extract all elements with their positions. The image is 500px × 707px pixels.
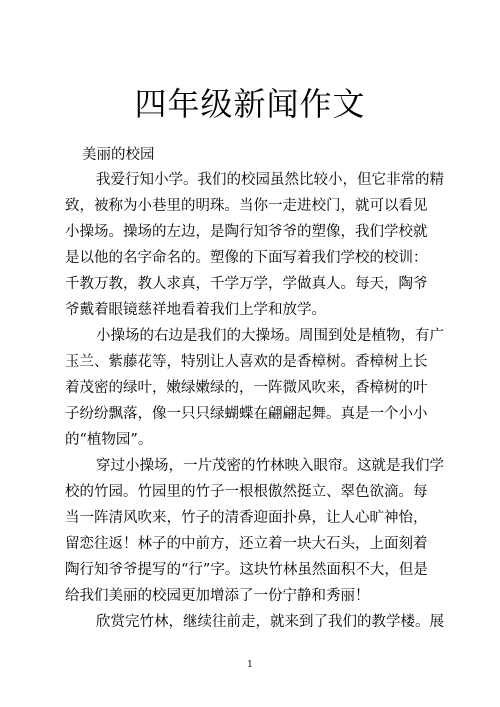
body-line-1: 我爱行知小学。我们的校园虽然比较小，但它非常的精 bbox=[96, 172, 444, 188]
page-number: 1 bbox=[247, 660, 253, 670]
body-line-5: 千教万教，教人求真，千学万学，学做真人。每天，陶爷 bbox=[65, 276, 428, 292]
body-line-9: 着茂密的绿叶，嫩绿嫩绿的，一阵微风吹来，香樟树的叶 bbox=[65, 380, 428, 396]
body-line-7: 小操场的右边是我们的大操场。周围到处是植物，有广 bbox=[96, 328, 444, 344]
body-line-2: 致，被称为小巷里的明珠。当你一走进校门，就可以看见 bbox=[65, 198, 428, 214]
body-line-18: 欣赏完竹林，继续往前走，就来到了我们的教学楼。展 bbox=[96, 614, 444, 630]
body-line-11: 的“植物园”。 bbox=[65, 432, 153, 448]
body-line-4: 是以他的名字命名的。塑像的下面写着我们学校的校训： bbox=[65, 250, 428, 266]
body-line-14: 当一阵清风吹来，竹子的清香迎面扑鼻，让人心旷神怡， bbox=[65, 510, 428, 526]
body-line-15: 留恋往返！林子的中前方，还立着一块大石头，上面刻着 bbox=[65, 536, 428, 552]
body-line-3: 小操场。操场的左边，是陶行知爷爷的塑像，我们学校就 bbox=[65, 224, 428, 240]
body-line-17: 给我们美丽的校园更加增添了一份宁静和秀丽！ bbox=[65, 588, 370, 604]
body-line-12: 穿过小操场，一片茂密的竹林映入眼帘。这就是我们学 bbox=[96, 458, 444, 474]
body-line-16: 陶行知爷爷提写的“行”字。这块竹林虽然面积不大，但是 bbox=[65, 562, 428, 578]
body-line-13: 校的竹园。竹园里的竹子一根根傲然挺立、翠色欲滴。每 bbox=[65, 484, 428, 500]
document-subtitle: 美丽的校园 bbox=[82, 147, 155, 163]
body-line-8: 玉兰、紫藤花等，特别让人喜欢的是香樟树。香樟树上长 bbox=[65, 354, 428, 370]
body-line-10: 子纷纷飘落，像一只只绿蝴蝶在翩翩起舞。真是一个小小 bbox=[65, 406, 428, 422]
document-title: 四年级新闻作文 bbox=[134, 85, 366, 123]
body-line-6: 爷戴着眼镜慈祥地看着我们上学和放学。 bbox=[65, 302, 326, 318]
